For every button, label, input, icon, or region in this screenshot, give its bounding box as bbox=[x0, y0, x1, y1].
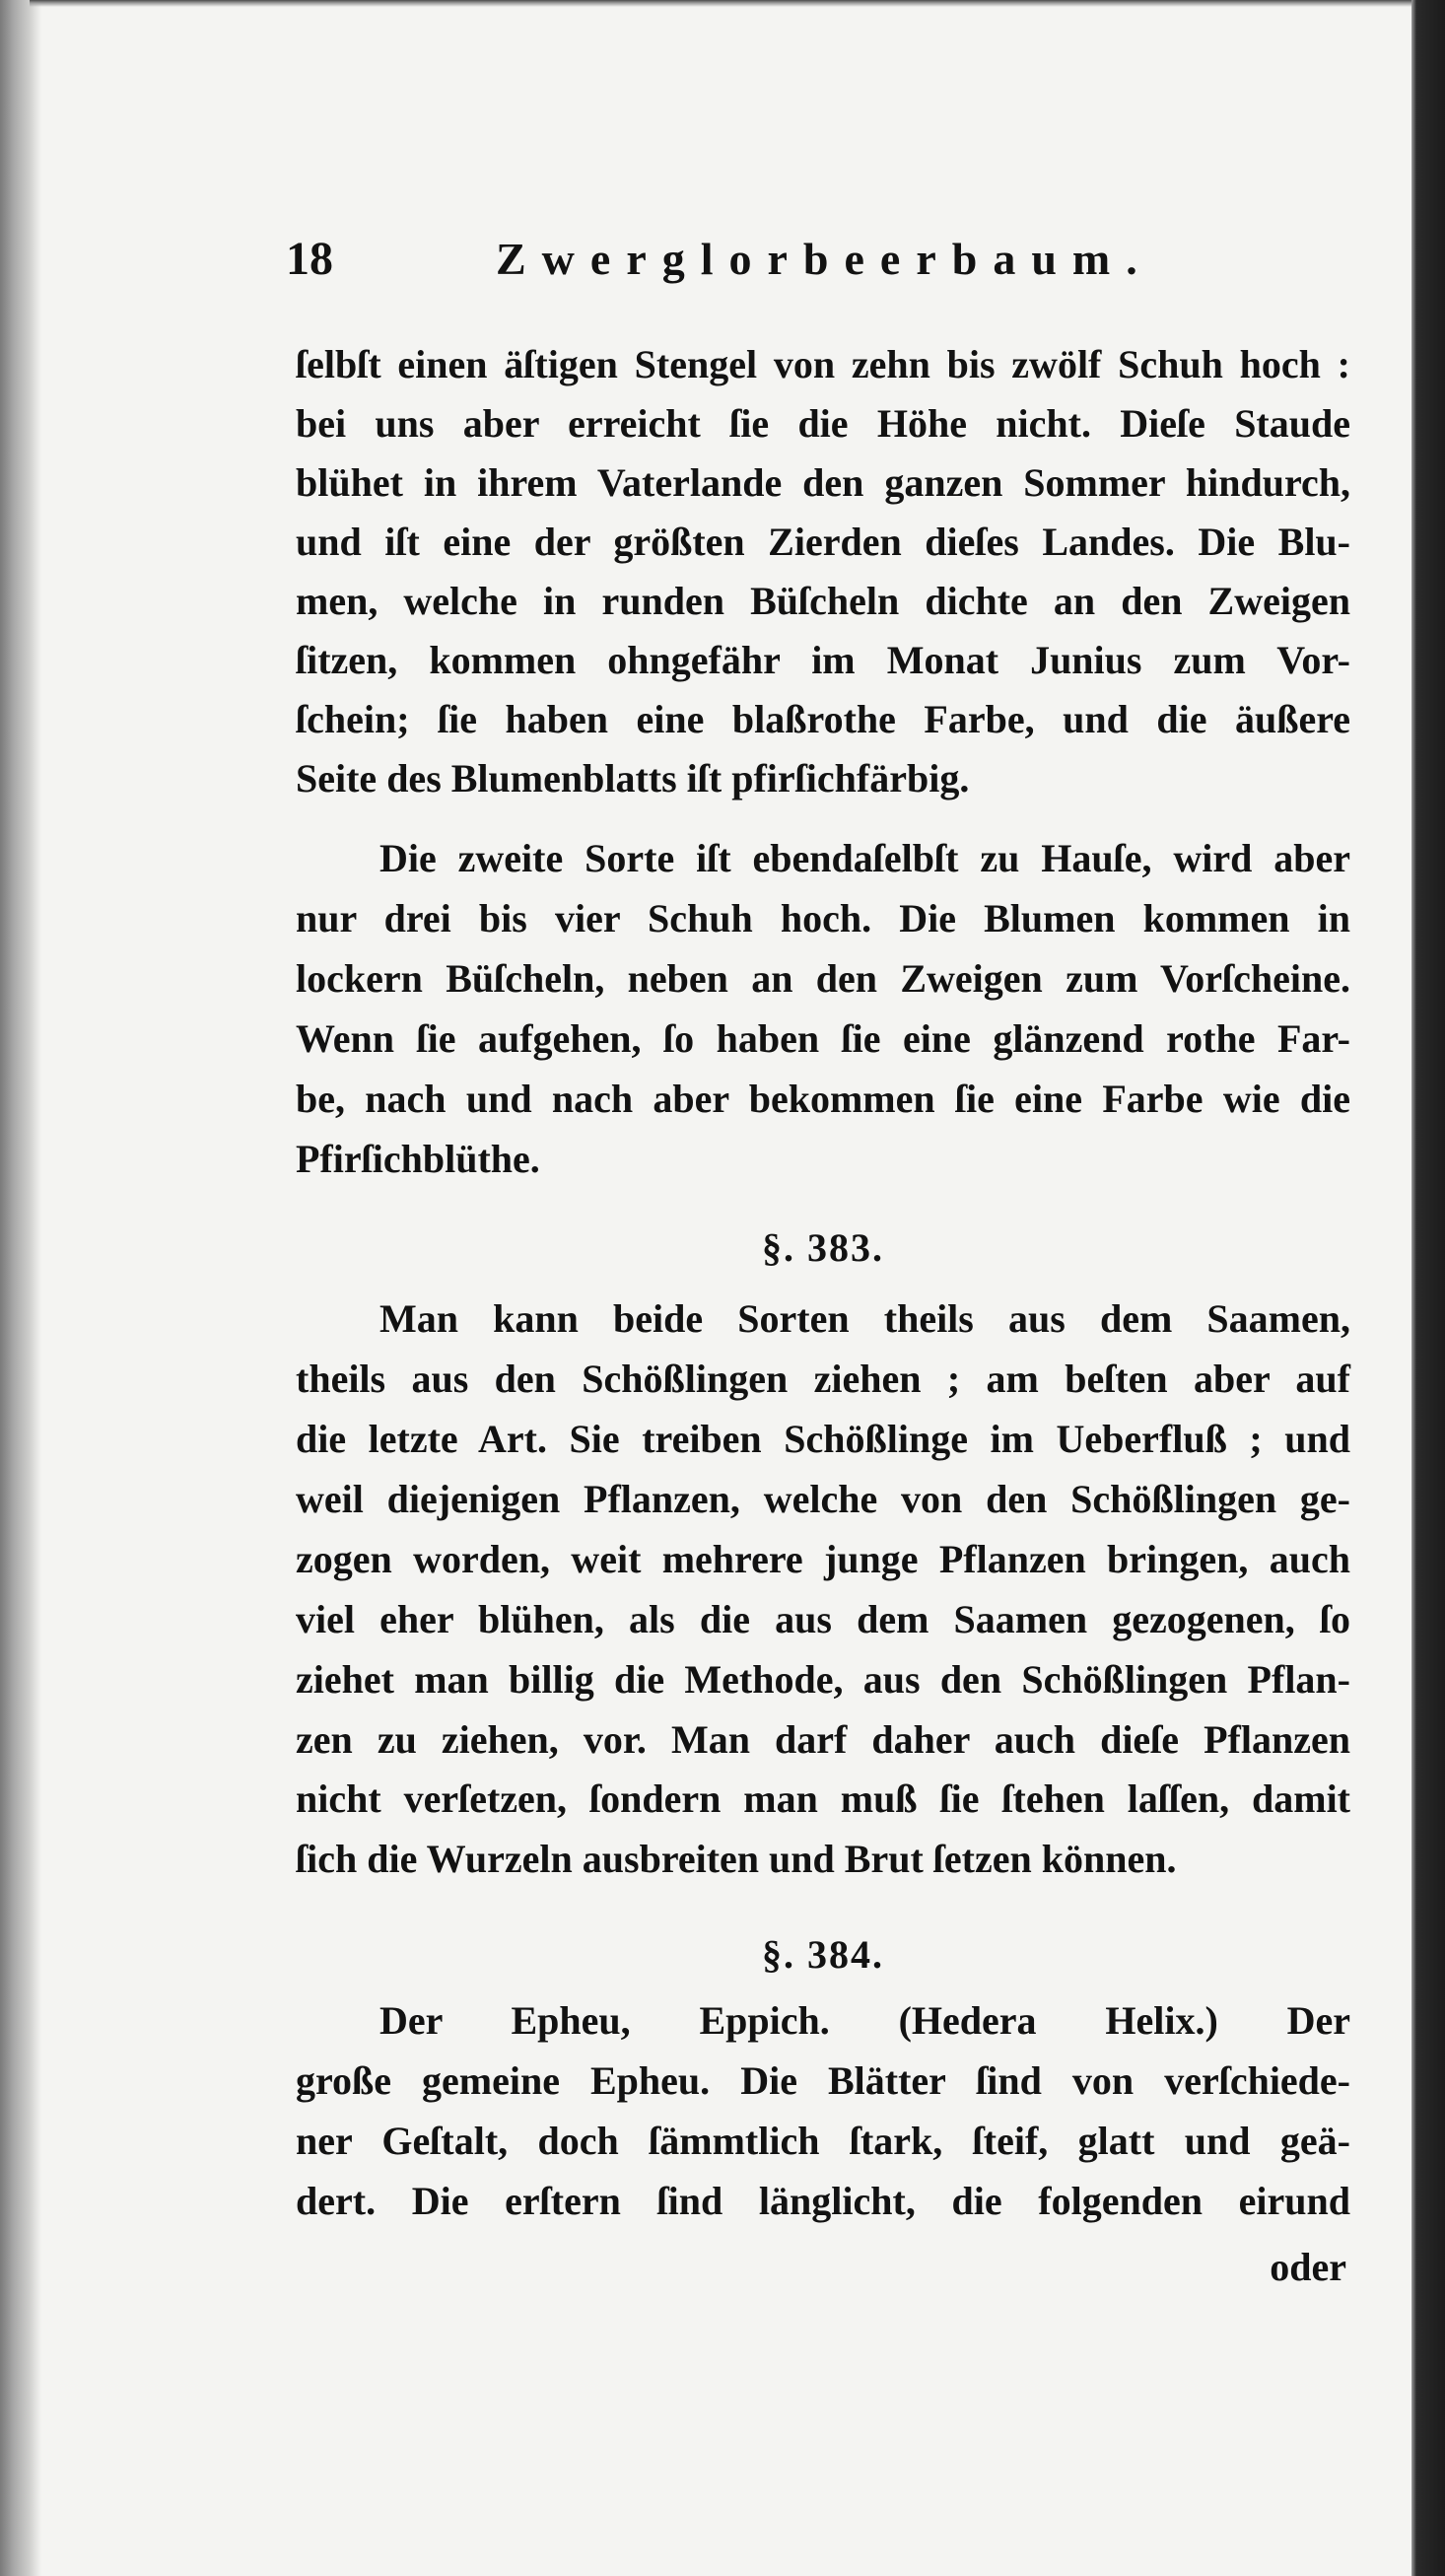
text-line: viel eher blühen, als die aus dem Saamen gezogenen, ſo bbox=[296, 1597, 1350, 1641]
text-line: theils aus den Schößlingen ziehen ; am beſten aber auf bbox=[296, 1357, 1350, 1401]
text-line: blühet in ihrem Vaterlande den ganzen Sommer hindurch, bbox=[296, 460, 1350, 505]
running-title: Zwerglorbeerbaum. bbox=[496, 234, 1153, 284]
text-line: zen zu ziehen, vor. Man darf daher auch dieſe Pflanzen bbox=[296, 1717, 1350, 1762]
text-line: und iſt eine der größten Zierden dieſes Landes. Die Blu- bbox=[296, 520, 1350, 564]
catchword: oder bbox=[1270, 2245, 1346, 2289]
text-line: men, welche in runden Büſcheln dichte an den Zweigen bbox=[296, 579, 1350, 623]
section-heading: §. 383. bbox=[762, 1225, 884, 1270]
text-line: Die zweite Sorte iſt ebendaſelbſt zu Hauſe, wird aber bbox=[379, 836, 1350, 880]
scan-edge-right bbox=[1411, 0, 1445, 2576]
text-line: be, nach und nach aber bekommen ſie eine Farbe wie die bbox=[296, 1077, 1350, 1121]
text-line: ſelbſt einen äſtigen Stengel von zehn bis zwölf Schuh hoch : bbox=[296, 342, 1350, 386]
text-line: weil diejenigen Pflanzen, welche von den Schößlingen ge- bbox=[296, 1477, 1350, 1521]
text-line: bei uns aber erreicht ſie die Höhe nicht. Dieſe Staude bbox=[296, 401, 1350, 446]
text-line: ſitzen, kommen ohngefähr im Monat Junius zum Vor- bbox=[296, 638, 1350, 682]
text-line: lockern Büſcheln, neben an den Zweigen zum Vorſcheine. bbox=[296, 956, 1350, 1001]
text-line: Der Epheu, Eppich. (Hedera Helix.) Der bbox=[379, 1998, 1350, 2043]
text-line: ſchein; ſie haben eine blaßrothe Farbe, und die äußere bbox=[296, 697, 1350, 741]
text-line: Seite des Blumenblatts iſt pfirſichfärbig. bbox=[296, 756, 970, 801]
text-line: Pfirſichblüthe. bbox=[296, 1137, 540, 1181]
section-heading: §. 384. bbox=[762, 1932, 884, 1977]
text-line: ſich die Wurzeln ausbreiten und Brut ſetzen können. bbox=[296, 1837, 1177, 1881]
text-line: die letzte Art. Sie treiben Schößlinge im Ueberfluß ; und bbox=[296, 1417, 1350, 1461]
text-line: Wenn ſie aufgehen, ſo haben ſie eine glänzend rothe Far- bbox=[296, 1016, 1350, 1061]
scan-edge-left bbox=[0, 0, 41, 2576]
text-line: ziehet man billig die Methode, aus den Schößlingen Pflan- bbox=[296, 1657, 1350, 1702]
text-line: zogen worden, weit mehrere junge Pflanzen bringen, auch bbox=[296, 1537, 1350, 1581]
text-line: große gemeine Epheu. Die Blätter ſind von verſchiede- bbox=[296, 2058, 1350, 2103]
scan-edge-top bbox=[30, 0, 1411, 7]
text-line: nicht verſetzen, ſondern man muß ſie ſtehen laſſen, damit bbox=[296, 1776, 1350, 1821]
page-number: 18 bbox=[286, 233, 333, 285]
text-line: ner Geſtalt, doch ſämmtlich ſtark, ſteif, glatt und geä- bbox=[296, 2119, 1350, 2163]
text-line: Man kann beide Sorten theils aus dem Saamen, bbox=[379, 1296, 1350, 1341]
text-line: nur drei bis vier Schuh hoch. Die Blumen kommen in bbox=[296, 896, 1350, 940]
text-line: dert. Die erſtern ſind länglicht, die folgenden eirund bbox=[296, 2179, 1350, 2223]
